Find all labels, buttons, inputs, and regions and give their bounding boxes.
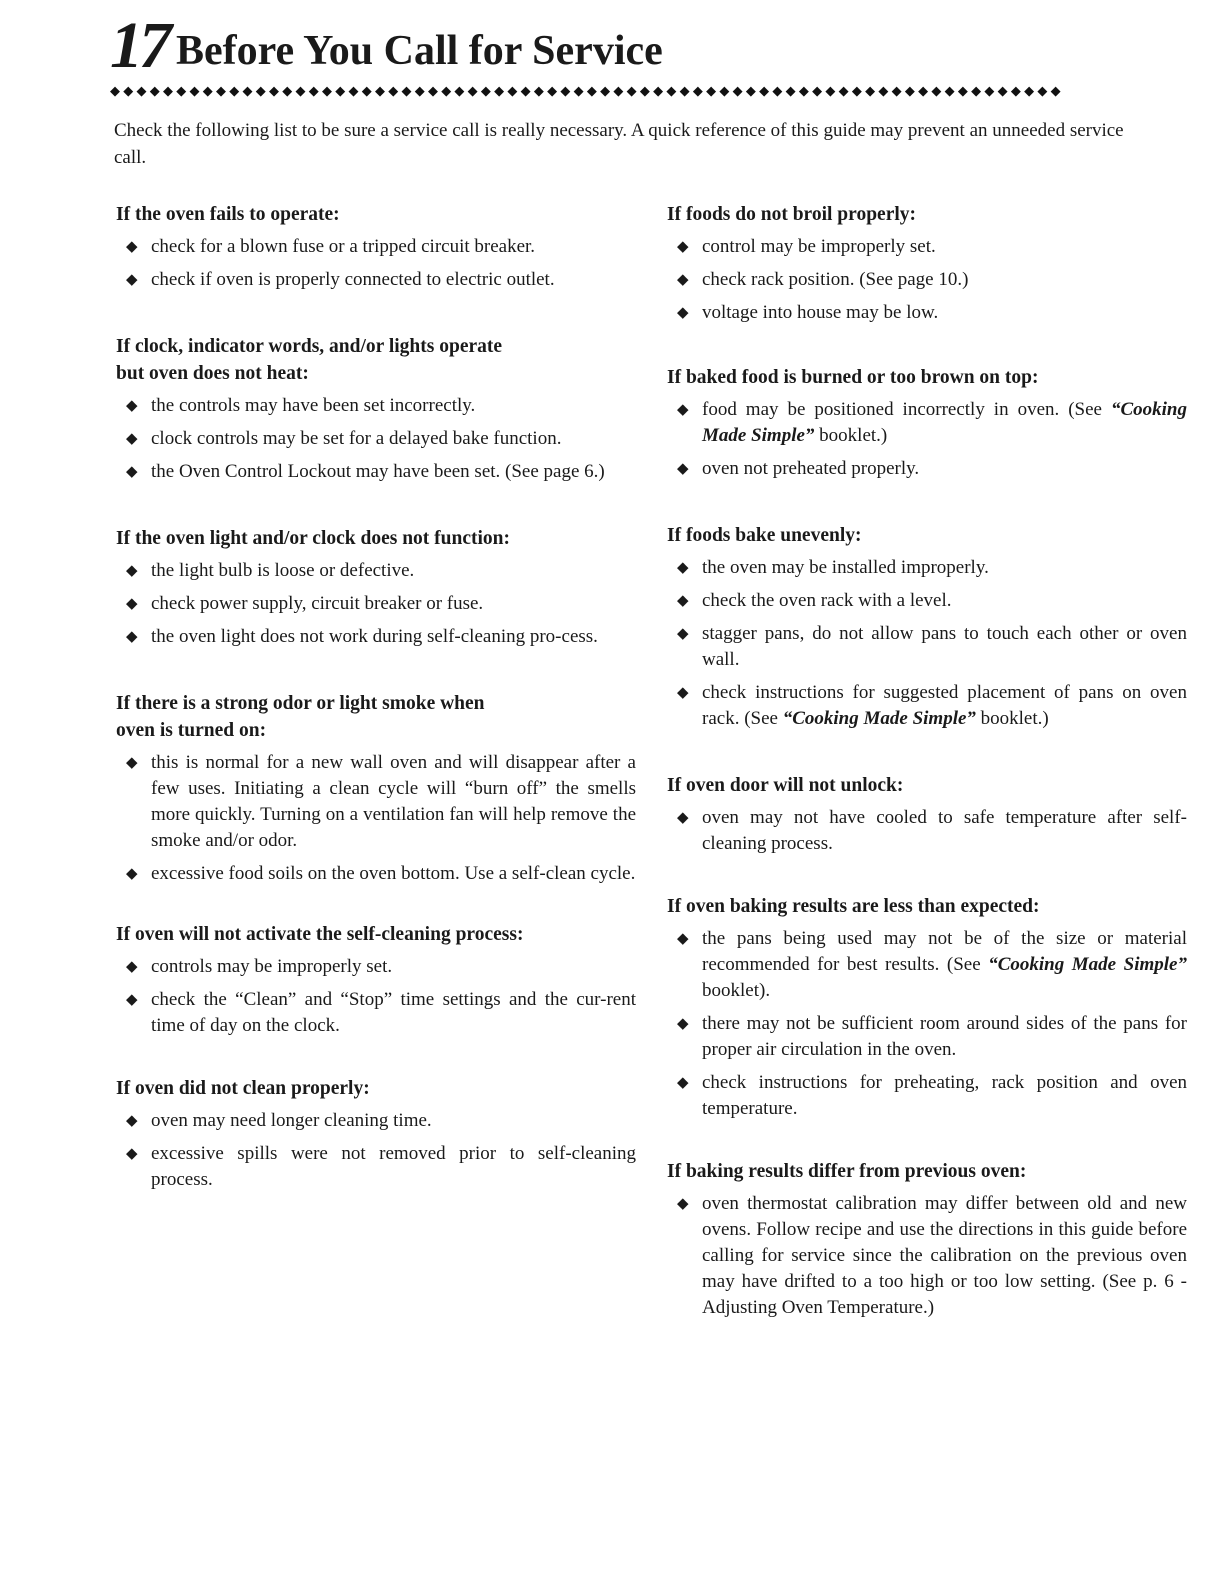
list-item: ◆ controls may be improperly set. — [126, 954, 636, 980]
list-item: ◆ check for a blown fuse or a tripped circuit breaker. — [126, 234, 636, 260]
list-item: ◆ the Oven Control Lockout may have been set. (See page 6.) — [126, 459, 636, 485]
section-light-clock — [116, 525, 636, 650]
page-title: Before You Call for Service — [176, 28, 663, 74]
list-item: ◆ oven may not have cooled to safe temperature after self-cleaning process. — [677, 805, 1187, 857]
section-heading-line: If there is a strong odor or light smoke when — [116, 693, 485, 714]
section-heading-line: but oven does not heat: — [116, 363, 309, 384]
left-column — [116, 201, 636, 1193]
list-item: ◆ check the oven rack with a level. — [677, 588, 1187, 614]
section-heading: If the oven fails to operate: — [116, 204, 340, 225]
list-item: ◆ the controls may have been set incorrectly. — [126, 393, 636, 419]
section-heading: If oven will not activate the self-cleaning process: — [116, 924, 524, 945]
section-baking-results — [667, 893, 1187, 1122]
list-item: ◆ clock controls may be set for a delayed bake function. — [126, 426, 636, 452]
section-heading-line: If clock, indicator words, and/or lights operate — [116, 336, 503, 357]
right-column — [667, 201, 1187, 1321]
section-heading: If oven baking results are less than expected: — [667, 896, 1040, 917]
list-item: ◆ oven may need longer cleaning time. — [126, 1108, 636, 1134]
section-door-unlock — [667, 772, 1187, 857]
page-header — [110, 9, 1200, 98]
item-text: food may be positioned incorrectly in oven. (See — [702, 399, 1111, 420]
list-item: ◆ the oven light does not work during self-cleaning pro-cess. — [126, 624, 636, 650]
booklet-title: “Cooking Made Simple” — [988, 954, 1187, 975]
list-item: ◆ check instructions for preheating, rack position and oven temperature. — [677, 1070, 1187, 1122]
list-item: ◆ the oven may be installed improperly. — [677, 555, 1187, 581]
list-item: ◆ excessive spills were not removed prior to self-cleaning process. — [126, 1141, 636, 1193]
section-odor-smoke — [116, 690, 636, 887]
list-item: ◆ oven thermostat calibration may differ between old and new ovens. Follow recipe and use the directions in this guide before calling for service since the calibration on the previous oven may have drifted to a too high or too low setting. (See p. 6 - Adjusting Oven Temperature.) — [677, 1191, 1187, 1321]
list-item — [677, 397, 1187, 449]
section-heading: If the oven light and/or clock does not function: — [116, 528, 510, 549]
item-text: booklet). — [702, 980, 771, 1001]
list-item: ◆ check if oven is properly connected to electric outlet. — [126, 267, 636, 293]
list-item — [677, 926, 1187, 1004]
section-self-clean-activate — [116, 921, 636, 1039]
section-bake-unevenly — [667, 522, 1187, 732]
list-item: ◆ oven not preheated properly. — [677, 456, 1187, 482]
item-text: check instructions for suggested placement of pans on oven rack. (See — [702, 682, 1187, 729]
diamond-divider: ◆ ◆ ◆ ◆ ◆ ◆ ◆ ◆ ◆ ◆ ◆ ◆ ◆ ◆ ◆ ◆ ◆ ◆ ◆ ◆ ◆ ◆ ◆ ◆ ◆ ◆ ◆ ◆ ◆ ◆ ◆ ◆ ◆ ◆ ◆ ◆ ◆ ◆ ◆ ◆ ◆ ◆ ◆ ◆ ◆ ◆ ◆ ◆ ◆ ◆ ◆ ◆ ◆ ◆ ◆ ◆ ◆ ◆ ◆ ◆ ◆ ◆ ◆ ◆ ◆ ◆ ◆ ◆ ◆ ◆ ◆ ◆ — [110, 83, 1061, 98]
list-item: ◆ excessive food soils on the oven bottom. Use a self-clean cycle. — [126, 861, 636, 887]
section-burned-top — [667, 364, 1187, 482]
list-item: ◆ stagger pans, do not allow pans to touch each other or oven wall. — [677, 621, 1187, 673]
section-heading: If foods bake unevenly: — [667, 525, 862, 546]
list-item: ◆ voltage into house may be low. — [677, 300, 1187, 326]
list-item — [677, 680, 1187, 732]
section-clock-no-heat — [116, 333, 636, 485]
section-clean-properly — [116, 1075, 636, 1193]
section-heading: If baking results differ from previous oven: — [667, 1161, 1027, 1182]
section-heading: If baked food is burned or too brown on top: — [667, 367, 1039, 388]
title-row — [110, 9, 1200, 82]
section-heading: If oven door will not unlock: — [667, 775, 904, 796]
item-text: booklet.) — [975, 708, 1049, 729]
booklet-title: “Cooking Made Simple” — [702, 399, 1187, 446]
booklet-title: “Cooking Made Simple” — [782, 708, 976, 729]
list-item: ◆ there may not be sufficient room around sides of the pans for proper air circulation in the oven. — [677, 1011, 1187, 1063]
list-item: ◆ check rack position. (See page 10.) — [677, 267, 1187, 293]
section-previous-oven — [667, 1158, 1187, 1321]
list-item: ◆ control may be improperly set. — [677, 234, 1187, 260]
section-heading-line: oven is turned on: — [116, 720, 267, 741]
section-broil — [667, 201, 1187, 326]
list-item: ◆ check the “Clean” and “Stop” time settings and the cur-rent time of day on the clock. — [126, 987, 636, 1039]
intro-paragraph: Check the following list to be sure a service call is really necessary. A quick reference of this guide may prevent an unneeded service call. — [114, 120, 1124, 168]
item-text: the pans being used may not be of the size or material recommended for best results. (See — [702, 928, 1187, 975]
section-heading: If foods do not broil properly: — [667, 204, 917, 225]
section-oven-fails — [116, 201, 636, 293]
page-number: 17 — [110, 9, 168, 82]
list-item: ◆ check power supply, circuit breaker or fuse. — [126, 591, 636, 617]
list-item: ◆ this is normal for a new wall oven and will disappear after a few uses. Initiating a clean cycle will “burn off” the smells more quickly. Turning on a ventilation fan will help remove the smoke and/or odor. — [126, 750, 636, 854]
item-text: booklet.) — [814, 425, 888, 446]
section-heading: If oven did not clean properly: — [116, 1078, 370, 1099]
list-item: ◆ the light bulb is loose or defective. — [126, 558, 636, 584]
